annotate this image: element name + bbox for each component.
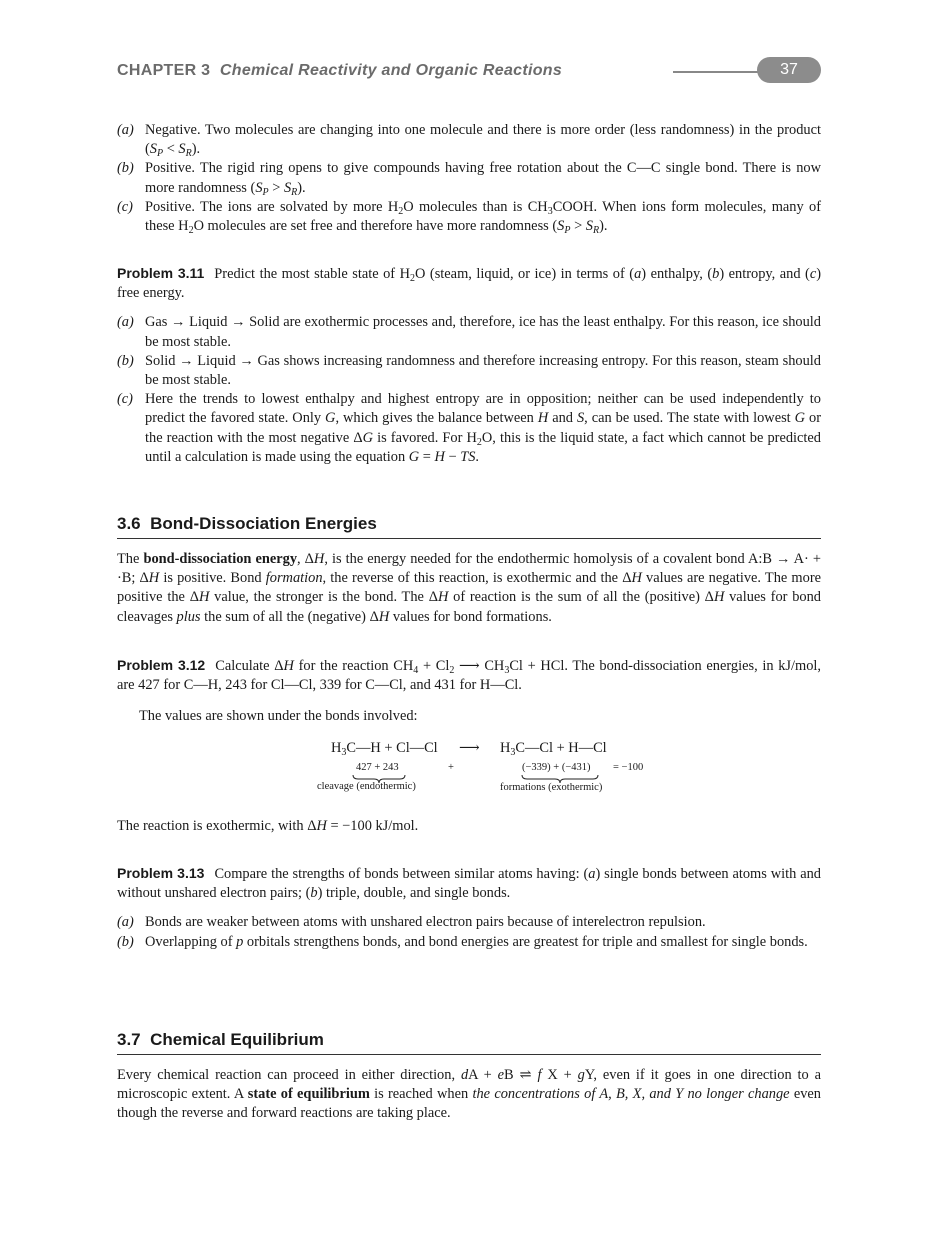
section-3-6-body: The bond-dissociation energy, ΔH, is the energy needed for the endothermic homolysis of a covalent bond A:B → A· + ·B; ΔH is positive. Bond formation, the reverse of this reaction, is exothermic and the ΔH values are negative. The more positive the ΔH value, the stronger is the bond. The ΔH of reaction is the sum of all the (positive) ΔH values for bond cleavages plus the sum of all the (negative) ΔH values for bond formations.	[117, 551, 821, 625]
chapter-title: Chemical Reactivity and Organic Reactions	[219, 62, 563, 79]
result-value: = −100	[613, 762, 644, 773]
formation-label: formations (exothermic)	[500, 782, 603, 793]
problem-3-13	[117, 864, 821, 952]
problem-question: Problem 3.12 Calculate ΔH for the reaction $CH_4 + Cl_2$ ⟶ $CH_3Cl$ + HCl. The bond-dissociation energies, in kJ/mol, are 427 for C—H, 243 for Cl—Cl, 339 for C—Cl, and 431 for H—Cl.	[117, 657, 821, 694]
plus-sign: +	[448, 762, 454, 773]
section-number: 3.6	[117, 514, 141, 533]
problem-question: Problem 3.11 Predict the most stable state of $H_2O$ (steam, liquid, or ice) in terms of (a) enthalpy, (b) entropy, and (c) free energy.	[117, 265, 822, 302]
list-item: (c) Here the trends to lowest enthalpy and highest entropy are in opposition; neither can be used independently to predict the favored state. Only G, which gives the balance between H and S, can be used. The state with lowest G or the reaction with the most negative ΔG is favored. For $H_2O$, this is the liquid state, a fact which cannot be predicted until a calculation is made using the equation G = H − TS.	[117, 391, 821, 465]
problem-intro: The values are shown under the bonds involved:	[139, 708, 418, 725]
list-item: (a) Bonds are weaker between atoms with unshared electron pairs because of interelectron repulsion.	[117, 914, 706, 931]
formation-values: (−339) + (−431)	[522, 762, 591, 773]
chapter-heading	[117, 62, 562, 80]
list-item: (b) Solid → Liquid → Gas shows increasing randomness and therefore increasing entropy. For this reason, steam should be most stable.	[117, 352, 821, 389]
problem-label: Problem 3.13	[117, 865, 205, 881]
list-item: (a) Gas → Liquid → Solid are exothermic processes and, therefore, ice has the least enthalpy. For this reason, ice should be most stable.	[117, 314, 821, 350]
cleavage-label: cleavage (endothermic)	[317, 781, 416, 792]
problem-label: Problem 3.11	[117, 265, 205, 281]
section-3-7-body: Every chemical reaction can proceed in either direction, dA + eB ⇌ f X + gY, even if it goes in one direction to a microscopic extent. A state of equilibrium is reached when the concentrations of A, B, X, and Y no longer change even though the reverse and forward reactions are taking place.	[117, 1067, 822, 1122]
cleavage-values: 427 + 243	[356, 762, 399, 773]
problem-3-11	[117, 264, 821, 467]
list-item: (b) Overlapping of p orbitals strengthens bonds, and bond energies are greatest for triple and smallest for single bonds.	[117, 933, 808, 950]
section-title: Bond-Dissociation Energies	[150, 514, 377, 533]
problem-question: Problem 3.13 Compare the strengths of bonds between similar atoms having: (a) single bonds between atoms with and without unshared electron pairs; (b) triple, double, and single bonds.	[117, 865, 821, 902]
list-item: (c) Positive. The ions are solvated by more $H_2O$ molecules than is $CH_3COOH$. When ions form molecules, many of these $H_2O$ molecules are set free and therefore have more randomness $(S_P > S_R)$.	[117, 198, 821, 237]
intro-answer-list	[117, 121, 821, 236]
equation-right: $H_3C—Cl$ + H—Cl	[500, 740, 607, 758]
page-number: 37	[757, 57, 821, 83]
reaction-arrow: ⟶	[459, 740, 480, 756]
list-item: (a) Negative. Two molecules are changing into one molecule and there is more order (less randomness) in the product $(S_P < S_R)$.	[117, 122, 821, 160]
equation-left: $H_3C—H$ + Cl—Cl	[331, 740, 438, 758]
section-heading-3-6	[117, 514, 821, 539]
chapter-number: CHAPTER 3	[117, 62, 211, 79]
list-item: (b) Positive. The rigid ring opens to give compounds having free rotation about the C—C single bond. There is now more randomness $(S_P > S_R)$.	[117, 160, 821, 198]
problem-3-12	[117, 656, 821, 727]
page-header	[117, 56, 821, 86]
problem-label: Problem 3.12	[117, 657, 206, 673]
section-title: Chemical Equilibrium	[150, 1030, 324, 1049]
problem-3-12-conclusion: The reaction is exothermic, with ΔH = −100 kJ/mol.	[117, 818, 419, 834]
section-heading-3-7	[117, 1030, 821, 1055]
section-number: 3.7	[117, 1030, 141, 1049]
